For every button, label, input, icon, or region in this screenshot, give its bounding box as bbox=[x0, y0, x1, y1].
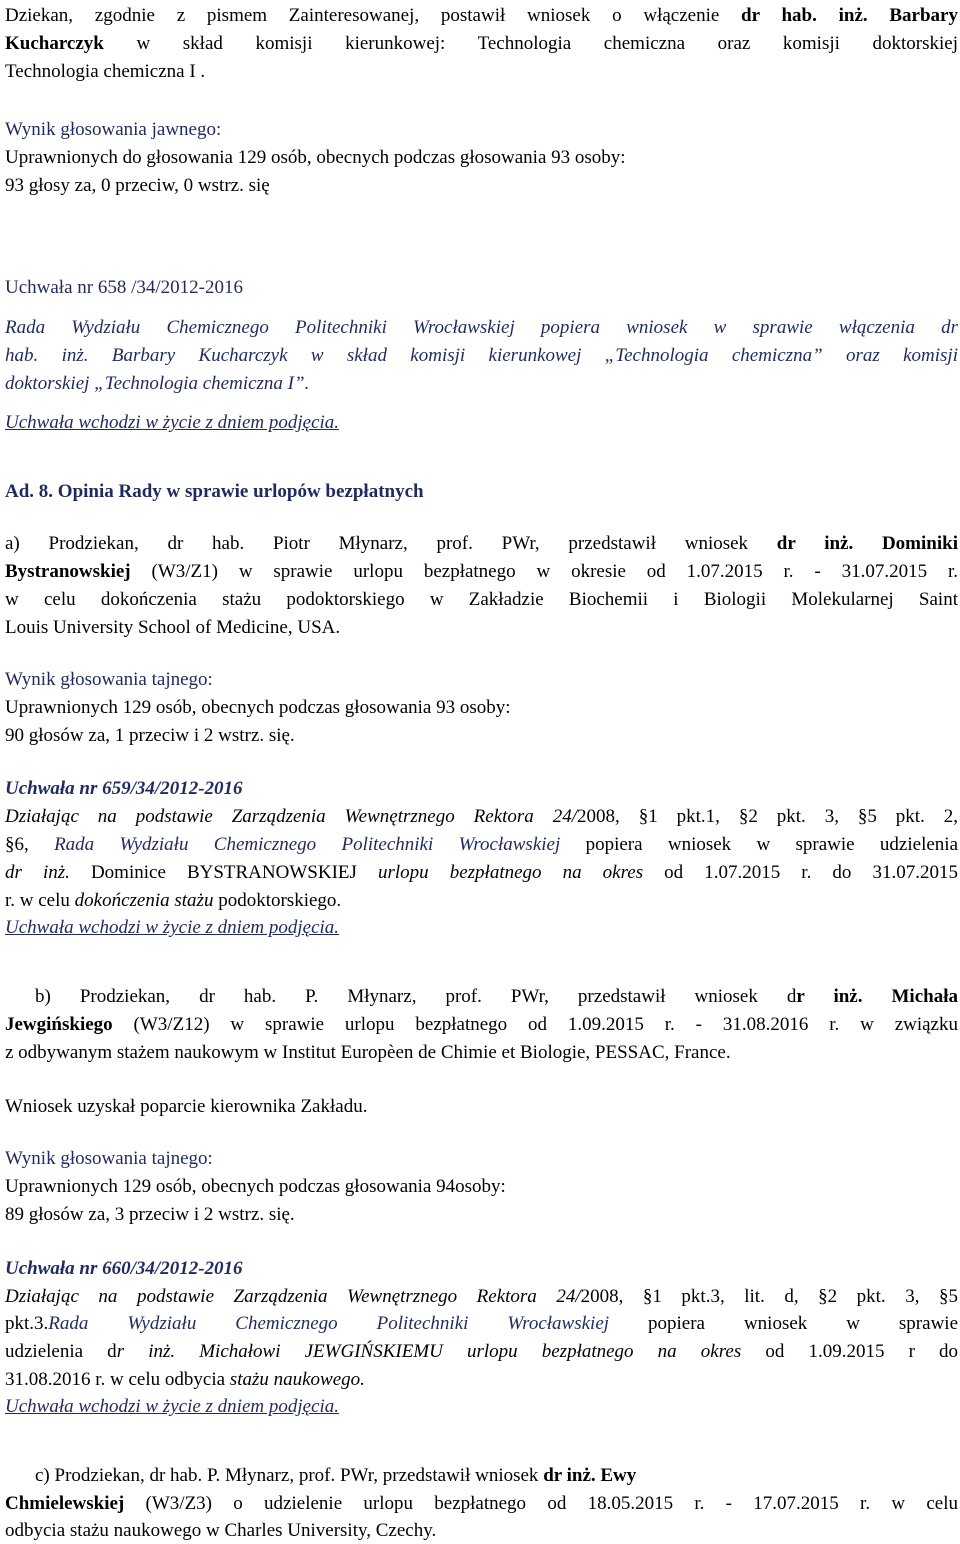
item-b-vote-line-1: Uprawnionych 129 osób, obecnych podczas głosowania 94osoby: bbox=[5, 1176, 506, 1197]
resolution-659-line-4: r. w celu dokończenia stażu podoktorskiego. bbox=[5, 890, 342, 911]
item-a-vote-line-1: Uprawnionych 129 osób, obecnych podczas głosowania 93 osoby: bbox=[5, 697, 511, 718]
intro-line-2: Kucharczyk w skład komisji kierunkowej: Technologia chemiczna oraz komisji doktorskiej bbox=[5, 33, 958, 54]
vote-line-2: 93 głosy za, 0 przeciw, 0 wstrz. się bbox=[5, 175, 270, 196]
resolution-659-effective: Uchwała wchodzi w życie z dniem podjęcia. bbox=[5, 917, 340, 938]
item-a-line-4: Louis University School of Medicine, USA. bbox=[5, 617, 341, 638]
item-b-support: Wniosek uzyskał poparcie kierownika Zakładu. bbox=[5, 1096, 368, 1117]
item-b-line-1: b) Prodziekan, dr hab. P. Młynarz, prof. PWr, przedstawił wniosek dr inż. Michała bbox=[35, 986, 958, 1007]
vote-heading-open: Wynik głosowania jawnego: bbox=[5, 119, 222, 140]
resolution-659-line-3: dr inż. Dominice BYSTRANOWSKIEJ urlopu bezpłatnego na okres od 1.07.2015 r. do 31.07.2015 bbox=[5, 862, 958, 883]
resolution-659-line-1: Działając na podstawie Zarządzenia Wewnętrznego Rektora 24/2008, §1 pkt.1, §2 pkt. 3, §5 pkt. 2, bbox=[5, 806, 959, 827]
resolution-660-title: Uchwała nr 660/34/2012-2016 bbox=[5, 1258, 243, 1279]
resolution-658-line-3: doktorskiej „Technologia chemiczna I”. bbox=[5, 373, 310, 394]
section-ad8-heading: Ad. 8. Opinia Rady w sprawie urlopów bezpłatnych bbox=[5, 481, 424, 502]
item-c-line-1: c) Prodziekan, dr hab. P. Młynarz, prof. PWr, przedstawił wniosek dr inż. Ewy bbox=[35, 1465, 637, 1486]
resolution-660-line-3: udzielenia dr inż. Michałowi JEWGIŃSKIEMU urlopu bezpłatnego na okres od 1.09.2015 r do bbox=[5, 1341, 958, 1362]
item-a-line-1: a) Prodziekan, dr hab. Piotr Młynarz, prof. PWr, przedstawił wniosek dr inż. Dominiki bbox=[5, 533, 958, 554]
resolution-659-line-2: §6, Rada Wydziału Chemicznego Politechniki Wrocławskiej popiera wniosek w sprawie udzielenia bbox=[5, 834, 958, 855]
item-c-line-3: odbycia stażu naukowego w Charles University, Czechy. bbox=[5, 1520, 437, 1541]
item-a-line-3: w celu dokończenia stażu podoktorskiego w Zakładzie Biochemii i Biologii Molekularnej Saint bbox=[5, 589, 958, 610]
resolution-660-effective: Uchwała wchodzi w życie z dniem podjęcia. bbox=[5, 1396, 340, 1417]
item-b-line-3: z odbywanym stażem naukowym w Institut Europèen de Chimie et Biologie, PESSAC, France. bbox=[5, 1042, 731, 1063]
resolution-658-line-1: Rada Wydziału Chemicznego Politechniki Wrocławskiej popiera wniosek w sprawie włączenia dr bbox=[5, 317, 958, 338]
item-a-vote-heading: Wynik głosowania tajnego: bbox=[5, 669, 213, 690]
resolution-659-title: Uchwała nr 659/34/2012-2016 bbox=[5, 778, 243, 799]
resolution-660-line-1: Działając na podstawie Zarządzenia Wewnętrznego Rektora 24/2008, §1 pkt.3, lit. d, §2 pkt. 3, §5 bbox=[5, 1286, 958, 1307]
resolution-660-line-2: pkt.3.Rada Wydziału Chemicznego Politechniki Wrocławskiej popiera wniosek w sprawie bbox=[5, 1313, 958, 1334]
item-a-line-2: Bystranowskiej (W3/Z1) w sprawie urlopu bezpłatnego w okresie od 1.07.2015 r. - 31.07.2015 r. bbox=[5, 561, 958, 582]
item-c-line-2: Chmielewskiej (W3/Z3) o udzielenie urlopu bezpłatnego od 18.05.2015 r. - 17.07.2015 r. w celu bbox=[5, 1493, 958, 1514]
item-b-vote-line-2: 89 głosów za, 3 przeciw i 2 wstrz. się. bbox=[5, 1204, 295, 1225]
item-b-line-2: Jewgińskiego (W3/Z12) w sprawie urlopu bezpłatnego od 1.09.2015 r. - 31.08.2016 r. w związku bbox=[5, 1014, 958, 1035]
item-b-vote-heading: Wynik głosowania tajnego: bbox=[5, 1148, 213, 1169]
resolution-658-effective: Uchwała wchodzi w życie z dniem podjęcia. bbox=[5, 412, 340, 433]
resolution-660-line-4: 31.08.2016 r. w celu odbycia stażu naukowego. bbox=[5, 1369, 365, 1390]
intro-line-1: Dziekan, zgodnie z pismem Zainteresowanej, postawił wniosek o włączenie dr hab. inż. Barbary bbox=[5, 5, 958, 26]
item-a-vote-line-2: 90 głosów za, 1 przeciw i 2 wstrz. się. bbox=[5, 725, 295, 746]
resolution-658-line-2: hab. inż. Barbary Kucharczyk w skład komisji kierunkowej „Technologia chemiczna” oraz komisji bbox=[5, 345, 958, 366]
vote-line-1: Uprawnionych do głosowania 129 osób, obecnych podczas głosowania 93 osoby: bbox=[5, 147, 626, 168]
intro-line-3: Technologia chemiczna I . bbox=[5, 61, 206, 82]
resolution-658-title: Uchwała nr 658 /34/2012-2016 bbox=[5, 277, 243, 298]
